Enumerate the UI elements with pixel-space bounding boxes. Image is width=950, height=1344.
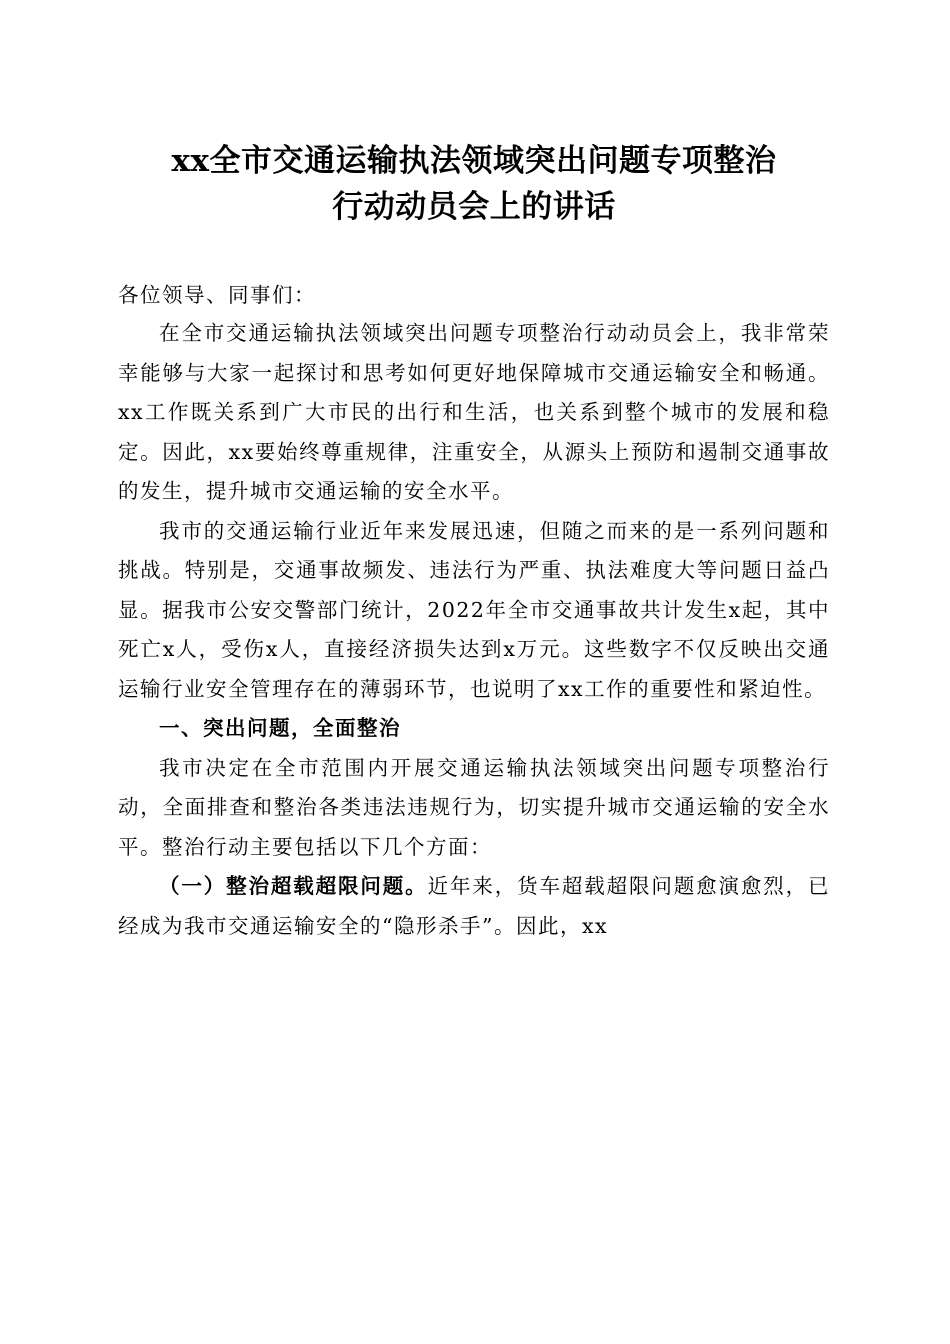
subsection-1-lead: （一）整治超载超限问题。 (159, 874, 428, 898)
title-line-2: 行动动员会上的讲话 (332, 189, 616, 225)
section-heading-1: 一、突出问题，全面整治 (159, 716, 401, 740)
salutation: 各位领导、同事们： (118, 283, 316, 307)
title-line-1: xx全市交通运输执法领域突出问题专项整治 (171, 143, 777, 179)
document-page (118, 138, 830, 946)
paragraph-background: 我市的交通运输行业近年来发展迅速，但随之而来的是一系列问题和挑战。特别是，交通事故频发、违法行为严重、执法难度大等问题日益凸显。据我市公安交警部门统计，2022年全市交通事故共计发生x起，其中死亡x人，受伤x人，直接经济损失达到x万元。这些数字不仅反映出交通运输行业安全管理存在的薄弱环节，也说明了xx工作的重要性和紧迫性。 (118, 518, 830, 701)
paragraph-section-1: 我市决定在全市范围内开展交通运输执法领域突出问题专项整治行动，全面排查和整治各类违法违规行为，切实提升城市交通运输的安全水平。整治行动主要包括以下几个方面： (118, 755, 830, 859)
paragraph-intro: 在全市交通运输执法领域突出问题专项整治行动动员会上，我非常荣幸能够与大家一起探讨和思考如何更好地保障城市交通运输安全和畅通。xx工作既关系到广大市民的出行和生活，也关系到整个城市的发展和稳定。因此，xx要始终尊重规律，注重安全，从源头上预防和遏制交通事故的发生，提升城市交通运输的安全水平。 (118, 321, 830, 503)
paragraph-subsection-1 (118, 867, 830, 946)
subsection-1-text: 近年来，货车超载超限问题愈演愈烈，已经成为我市交通运输安全的“隐形杀手”。因此，xx (118, 874, 831, 938)
document-title (118, 138, 830, 230)
